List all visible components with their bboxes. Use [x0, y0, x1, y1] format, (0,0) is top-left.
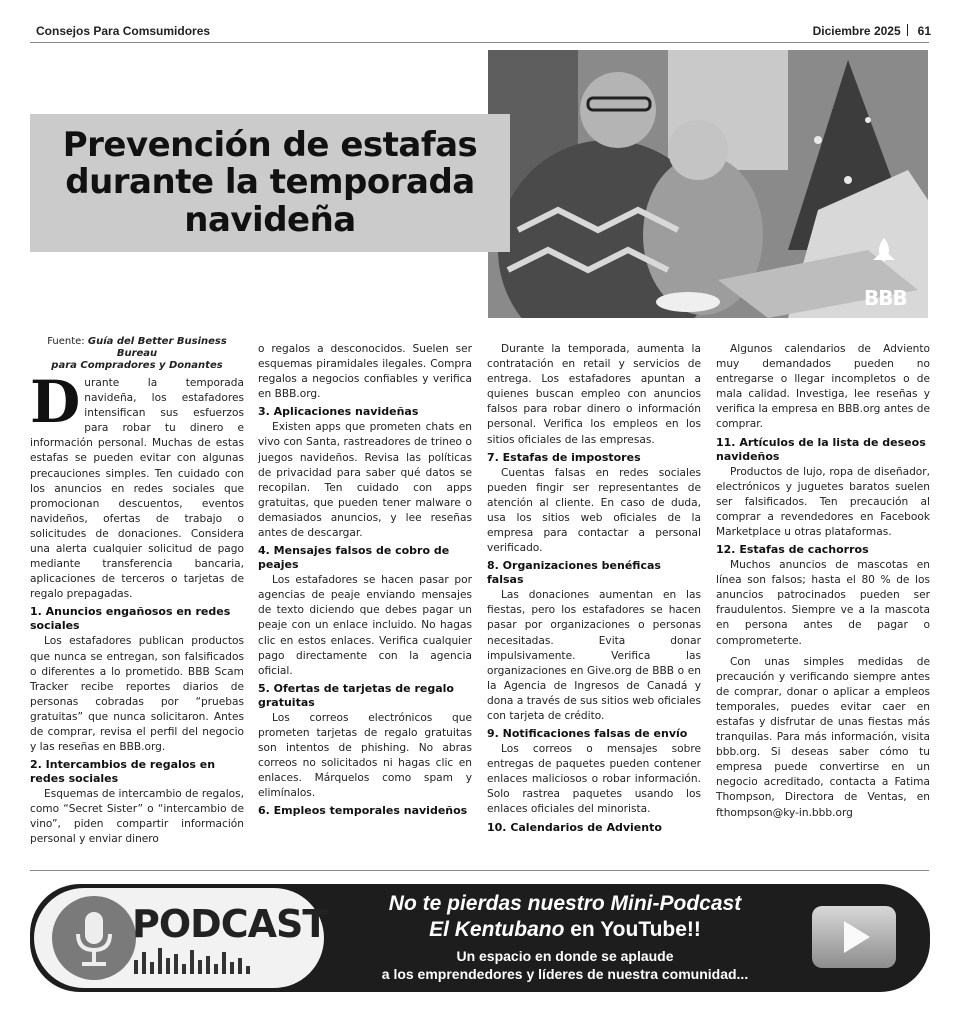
section-body-11: Productos de lujo, ropa de diseñador, electrónicos y juguetes baratos suelen ser falsificados. Ten precaución al comprar a revendedores en Facebook Marketplace u otras plataformas. — [716, 465, 930, 538]
section-heading-11: 11. Artículos de la lista de deseos navideños — [716, 435, 926, 463]
section-body-2a: Esquemas de intercambio de regalos, como “Secret Sister” o “intercambio de vino”, piden compartir información personal y enviar dinero — [30, 788, 244, 846]
podcast-badge — [34, 888, 328, 988]
section-body-12: Muchos anuncios de mascotas en línea son falsos; hasta el 80 % de los anuncios patrocinados pueden ser fraudulentos. Siempre ve a la mascota en persona antes de pagar o comprometerte. — [716, 559, 930, 647]
section-heading-12: 12. Estafas de cachorros — [716, 543, 869, 557]
podcast-banner[interactable] — [30, 884, 930, 992]
header-divider — [907, 24, 908, 36]
closing-paragraph: Con unas simples medidas de precaución y verificando siempre antes de comprar, donar o aplicar a empleos temporales, puedes evitar caer en estafas y disfrutar de unas fiestas más tranquilas. Para más información, visita bbb.org. Si deseas saber cómo tu empresa puede convertirse en un negocio acreditado, contacta a Fatima Thompson, Directora de Ventas, en fthompson@ky-in.bbb.org — [716, 655, 930, 819]
section-heading-7: 7. Estafas de impostores — [487, 450, 641, 464]
article-column-1 — [30, 336, 244, 848]
section-heading-6: 6. Empleos temporales navideños — [258, 804, 468, 818]
hero-photo-illustration — [488, 50, 928, 318]
article-column-2 — [258, 336, 472, 818]
section-heading-2: 2. Intercambios de regalos en redes sociales — [30, 758, 216, 786]
banner-show-name: El Kentubano — [429, 918, 565, 941]
section-body-6: Durante la temporada, aumenta la contratación en retail y servicios de entrega. Los estafadores apuntan a quienes buscan empleo con anuncios falsos para robar dinero o información personal. Verifica los empleos en los sitios oficiales de las empresas. — [487, 343, 701, 446]
section-body-2b: o regalos a desconocidos. Suelen ser esquemas piramidales ilegales. Compra regalos a negocios confiables y verifica en BBB.org. — [258, 343, 472, 401]
page-number: 61 — [917, 24, 931, 38]
headline-box — [30, 114, 510, 252]
article-column-4 — [716, 336, 930, 821]
headline — [62, 124, 478, 240]
date-page — [813, 24, 931, 38]
section-body-4: Los estafadores se hacen pasar por agencias de peaje enviando mensajes de texto diciendo que debes pagar un peaje con un enlace incluido. No hagas clic en estos enlaces. Verifica cualquier pago directamente con la agencia oficial. — [258, 574, 472, 677]
intro-paragraph: Durante la temporada navideña, los estafadores intensifican sus esfuerzos para robar tu dinero e información personal. Muchas de estas estafas se pueden evitar con algunas precauciones simples. Ten cuidado con los anuncios en redes sociales que promocionan descuentos, eventos navideños, ofertas de trabajo o solicitudes de donaciones. Considera una alerta cualquier solicitud de pago mediante transferencia bancaria, aplicaciones de terceros o tarjetas de regalo prepagadas. — [30, 368, 244, 601]
page-header — [36, 24, 931, 42]
podcast-word: PODCAST — [132, 902, 328, 946]
banner-headline: No te pierdas nuestro Mini-Podcast — [388, 892, 742, 915]
headline-line-3: navideña — [184, 199, 356, 240]
section-body-1: Los estafadores publican productos que nunca se entregan, son falsificados o diferentes a lo prometido. BBB Scam Tracker recibe reportes diarios de personas cobradas por “pruebas gratuitas” que nunca solicitaron. Antes de comprar, revisa el perfil del negocio y las reseñas en BBB.org. — [30, 635, 244, 754]
section-heading-8: 8. Organizaciones benéficas falsas — [487, 559, 661, 587]
bbb-logo-text: BBB — [864, 286, 907, 310]
soundwave-icon — [132, 946, 282, 974]
source-publication-line-2: para Compradores y Donantes — [51, 360, 223, 371]
section-body-3: Existen apps que prometen chats en vivo con Santa, rastreadores de trineo o juegos navideños. Revisa las políticas de privacidad para saber qué datos se recopilan. Ten cuidado con apps gratuitas, que pueden tener malware o demasiados anuncios, y lee reseñas antes de descargar. — [258, 421, 472, 540]
section-body-5: Los correos electrónicos que prometen tarjetas de regalo gratuitas son intentos de phishing. No abras correos no solicitados ni hagas clic en enlaces. Márquelos como spam y elimínalos. — [258, 711, 472, 800]
source-publication-line-1: Guía del Better Business Bureau — [87, 336, 227, 359]
issue-date: Diciembre 2025 — [812, 24, 901, 38]
microphone-icon-graphic — [52, 896, 136, 980]
section-heading-3: 3. Aplicaciones navideñas — [258, 405, 419, 419]
source-label: Fuente: — [47, 336, 85, 347]
banner-platform: en YouTube!! — [564, 918, 701, 941]
source-credit — [30, 336, 244, 372]
headline-line-2: durante la temporada — [65, 162, 475, 203]
article-column-3 — [487, 336, 701, 835]
section-heading-10: 10. Calendarios de Adviento — [487, 820, 662, 834]
section-heading-4: 4. Mensajes falsos de cobro de peajes — [258, 544, 450, 572]
section-heading-5: 5. Ofertas de tarjetas de regalo gratuitas — [258, 681, 454, 709]
drop-cap: D — [30, 368, 81, 436]
play-button-icon[interactable] — [812, 906, 896, 968]
microphone-icon — [52, 896, 136, 980]
banner-tagline-1: Un espacio en donde se aplaude — [456, 948, 674, 964]
section-heading-1: 1. Anuncios engañosos en redes sociales — [30, 605, 231, 633]
bottom-rule — [30, 870, 929, 871]
banner-tagline-2: a los emprendedores y líderes de nuestra comunidad... — [381, 966, 749, 982]
section-body-10: Algunos calendarios de Adviento muy demandados pueden no entregarse o llegar incompletos o de mala calidad. Investiga, lee reseñas y verifica la empresa en BBB.org antes de comprar. — [716, 343, 930, 431]
section-body-7: Cuentas falsas en redes sociales pueden fingir ser representantes de atención al cliente. En caso de duda, usa los sitios web oficiales de la empresa para contactar a personal verificado. — [487, 466, 701, 555]
section-body-8: Las donaciones aumentan en las fiestas, pero los estafadores se hacen pasar por organizaciones o personas necesitadas. Evita donar impulsivamente. Verifica las organizaciones en Give.org de BBB o en la Agencia de Ingresos de Canadá y dona a través de sus sitios web oficiales con tarjeta de crédito. — [487, 589, 701, 722]
section-name: Consejos Para Comsumidores — [36, 24, 211, 38]
section-heading-9: 9. Notificaciones falsas de envío — [487, 727, 688, 741]
hero-photo — [488, 50, 928, 318]
banner-subheadline — [330, 918, 800, 942]
section-body-9: Los correos o mensajes sobre entregas de paquetes pueden contener enlaces maliciosos o robar información. Solo rastrea paquetes usando los enlaces oficiales del minorista. — [487, 743, 701, 816]
top-rule — [30, 42, 929, 43]
headline-line-1: Prevención de estafas — [62, 124, 478, 165]
